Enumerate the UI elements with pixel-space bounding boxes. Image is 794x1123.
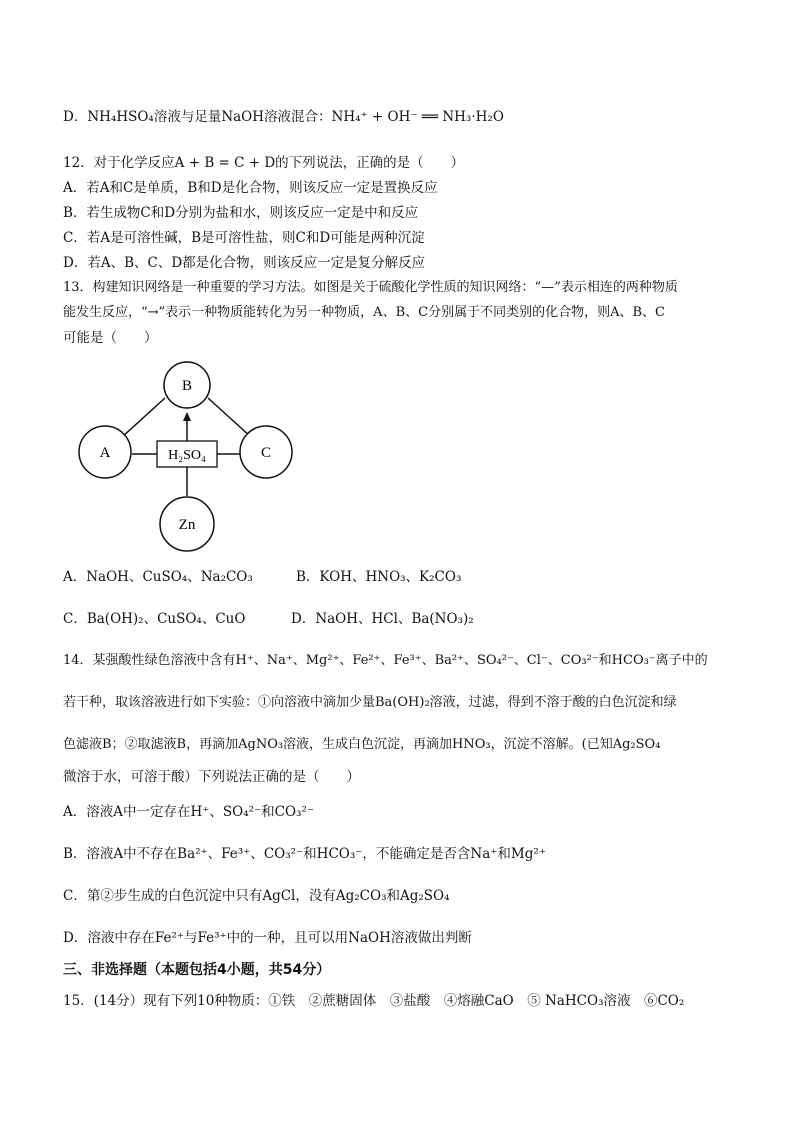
sulfuric-acid-network-diagram [75,357,300,557]
q13-options-row2 [63,610,474,628]
q14-option-b: B．溶液A中不存在Ba²⁺、Fe³⁺、CO₃²⁻和HCO₃⁻，不能确定是否含Na⁺和Mg²⁺ [63,846,546,862]
q13-option-a: A．NaOH、CuSO₄、Na₂CO₃ [63,569,253,585]
node-c-label: C [260,445,272,461]
q11-option-d: D．NH₄HSO₄溶液与足量NaOH溶液混合：NH₄⁺ + OH⁻ ══ NH₃·H₂O [63,109,504,125]
q15-stem: 15．(14分）现有下列10种物质：①铁 ②蔗糖固体 ③盐酸 ④熔融CaO ⑤ NaHCO₃溶液 ⑥CO₂ [63,993,685,1009]
node-h2so4-label: H₂SO₄ [168,448,206,463]
q13-stem-line3: 可能是（ ） [63,330,158,346]
q12-option-d: D．若A、B、C、D都是化合物，则该反应一定是复分解反应 [63,255,426,271]
section-3-heading: 三、非选择题（本题包括4小题，共54分） [63,962,331,978]
q14-stem-line4: 微溶于水，可溶于酸）下列说法正确的是（ ） [63,769,360,785]
q14-option-d: D．溶液中存在Fe²⁺与Fe³⁺中的一种，且可以用NaOH溶液做出判断 [63,930,472,946]
q13-option-d: D．NaOH、HCl、Ba(NO₃)₂ [291,611,474,627]
q13-stem-line2: 能发生反应，“→”表示一种物质能转化为另一种物质，A、B、C分别属于不同类别的化合物，则A、B、C [63,305,665,320]
node-a-label: A [99,445,111,461]
q14-option-c: C．第②步生成的白色沉淀中只有AgCl，没有Ag₂CO₃和Ag₂SO₄ [63,888,450,904]
q12-stem: 12．对于化学反应A + B = C + D的下列说法，正确的是（ ） [63,155,465,171]
q14-stem-line1: 14．某强酸性绿色溶液中含有H⁺、Na⁺、Mg²⁺、Fe²⁺、Fe³⁺、Ba²⁺、SO₄²⁻、Cl⁻、CO₃²⁻和HCO₃⁻离子中的 [63,653,708,668]
node-b-label: B [181,378,193,394]
q14-stem-line2: 若干种，取该溶液进行如下实验：①向溶液中滴加少量Ba(OH)₂溶液，过滤，得到不溶于酸的白色沉淀和绿 [63,695,677,710]
q12-option-c: C．若A是可溶性碱，B是可溶性盐，则C和D可能是两种沉淀 [63,230,425,246]
q12-option-a: A．若A和C是单质，B和D是化合物，则该反应一定是置换反应 [63,180,438,196]
q13-option-c: C．Ba(OH)₂、CuSO₄、CuO [63,611,246,627]
q12-option-b: B．若生成物C和D分别为盐和水，则该反应一定是中和反应 [63,205,419,221]
q13-option-b: B．KOH、HNO₃、K₂CO₃ [296,569,462,585]
q13-stem-line1: 13．构建知识网络是一种重要的学习方法。如图是关于硫酸化学性质的知识网络：“—”表示相连的两种物质 [63,280,678,295]
q14-stem-line3: 色滤液B；②取滤液B，再滴加AgNO₃溶液，生成白色沉淀，再滴加HNO₃，沉淀不溶解。(已知Ag₂SO₄ [63,737,661,752]
q13-options-row1 [63,568,461,586]
node-zn-label: Zn [178,517,196,533]
q14-option-a: A．溶液A中一定存在H⁺、SO₄²⁻和CO₃²⁻ [63,804,315,820]
